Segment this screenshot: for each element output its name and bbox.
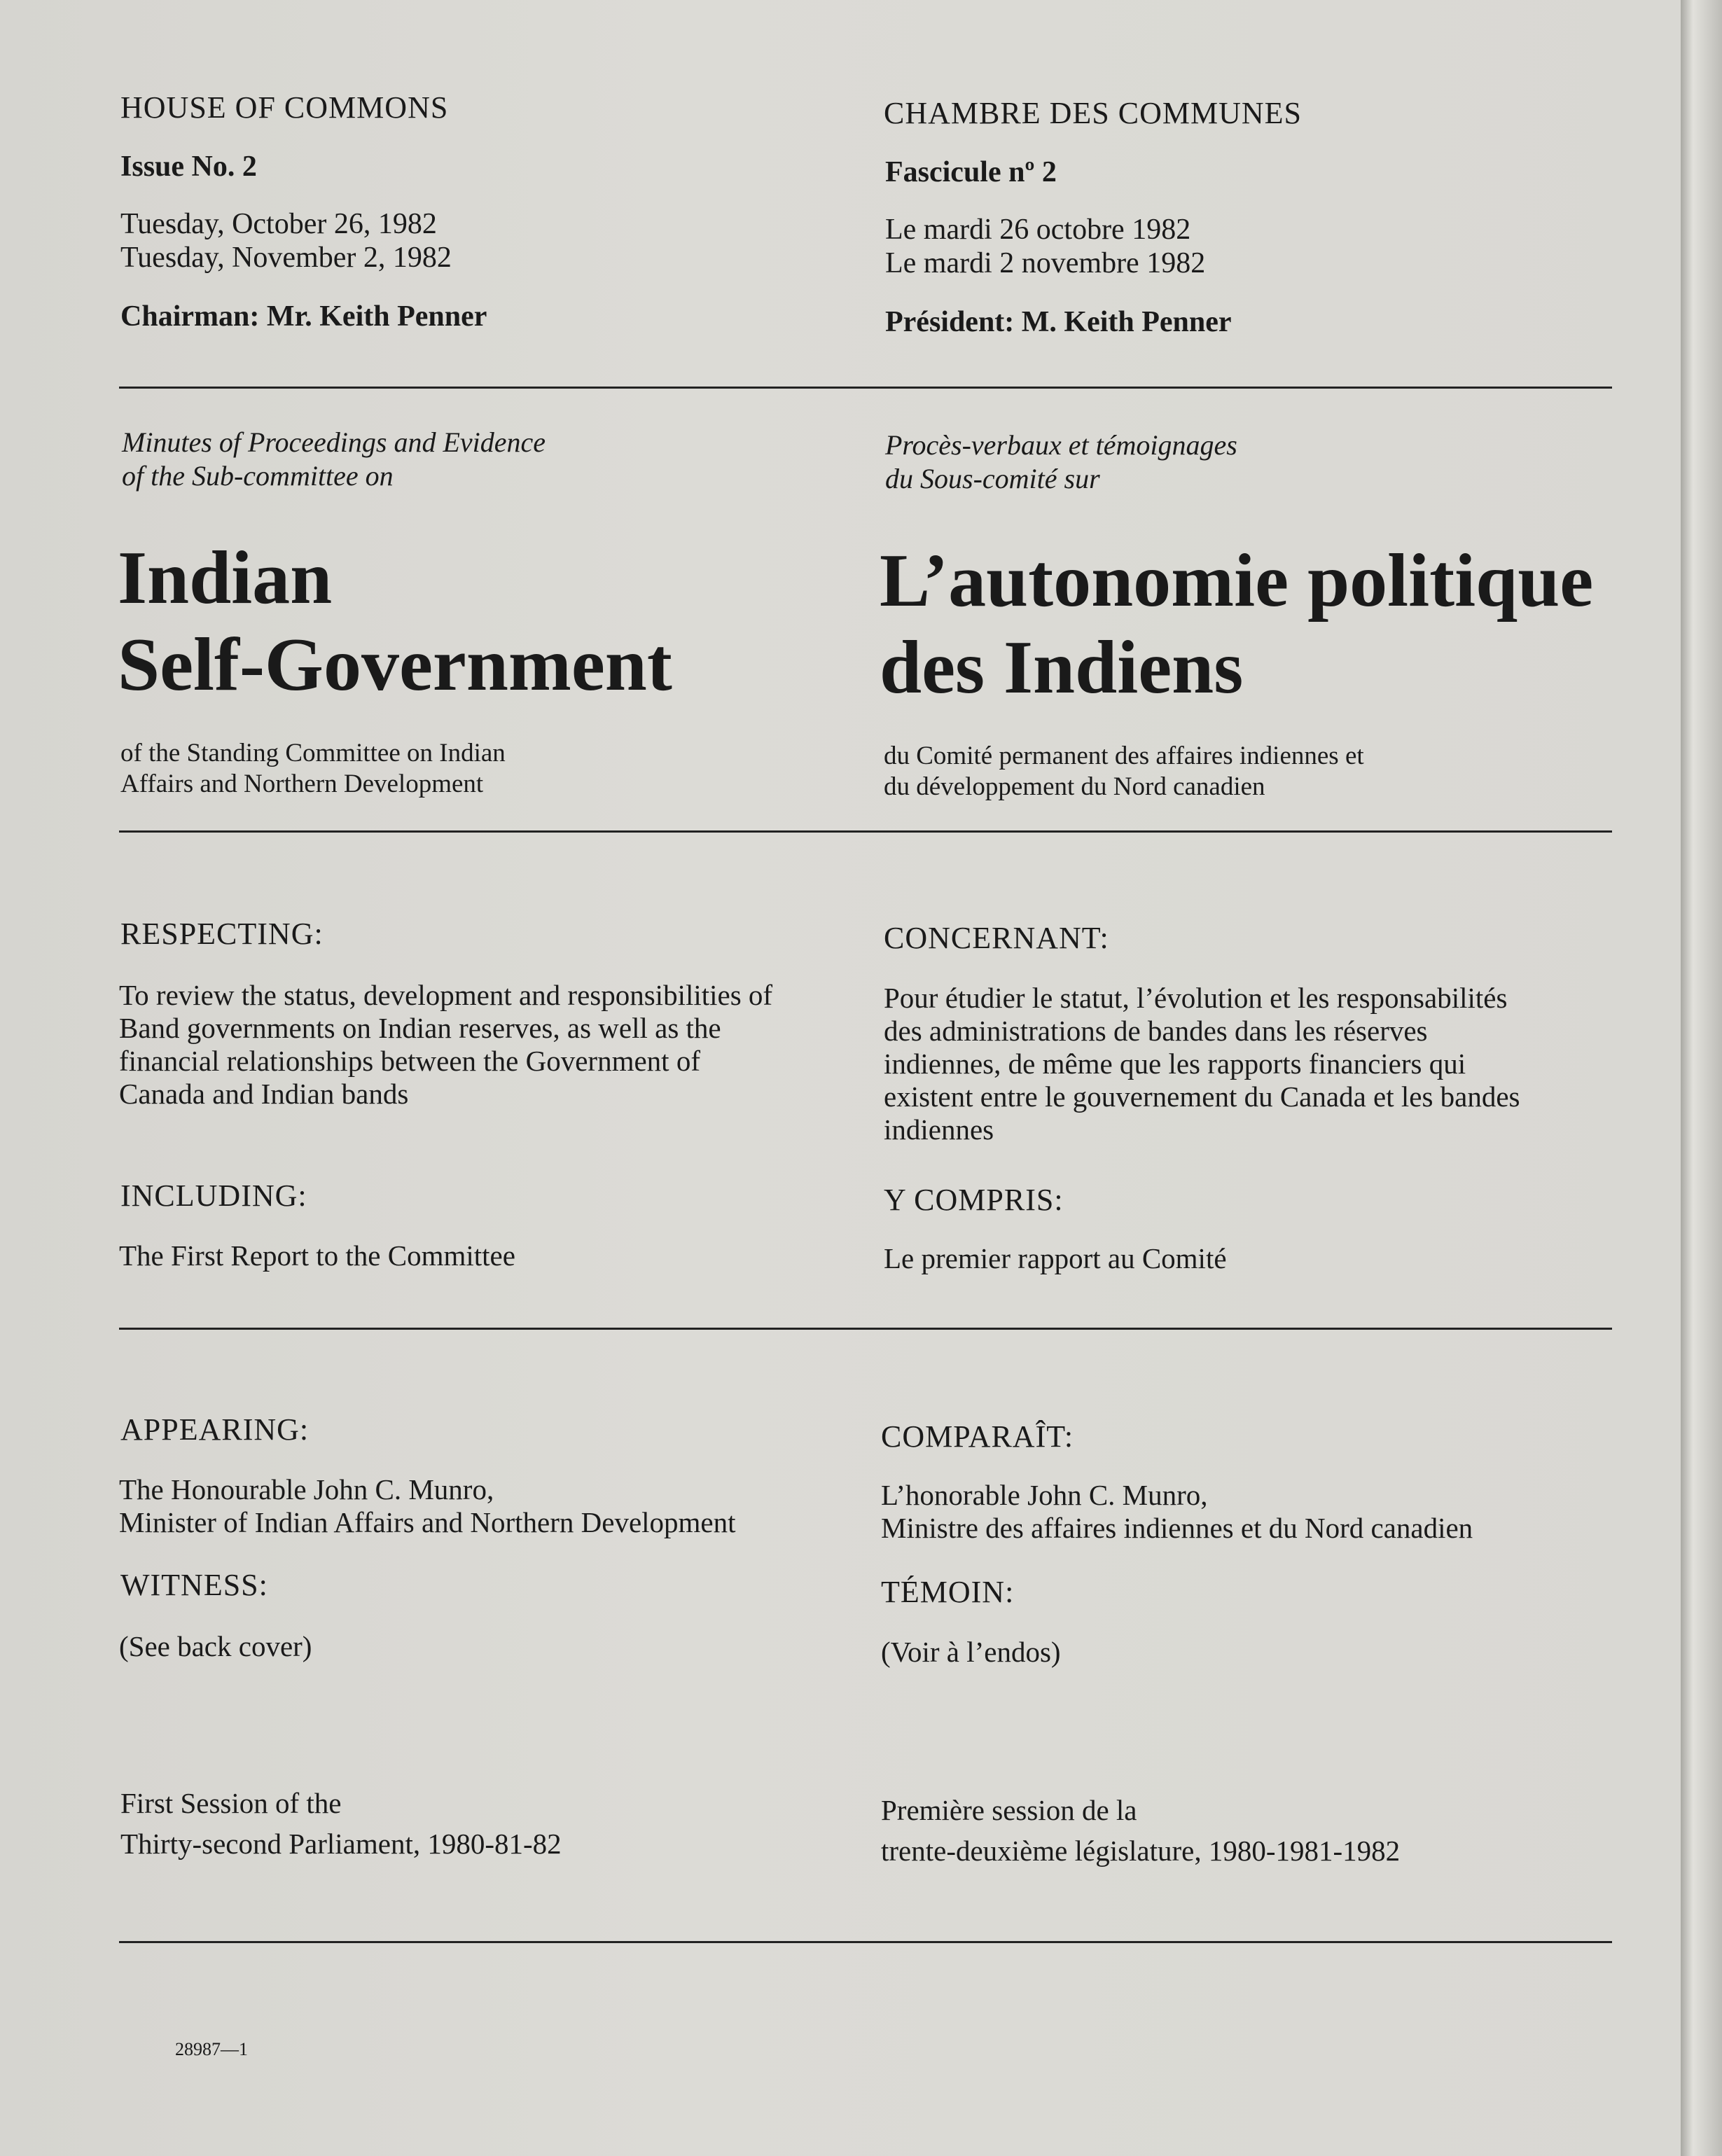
session-fr-line-1: Première session de la bbox=[881, 1794, 1137, 1826]
witness-heading: WITNESS: bbox=[120, 1568, 268, 1602]
chairman: Chairman: Mr. Keith Penner bbox=[120, 300, 487, 333]
title-line-2: Self-Government bbox=[118, 623, 672, 707]
concernant-line-3: indiennes, de même que les rapports financiers qui bbox=[884, 1048, 1466, 1080]
including-heading: INCLUDING: bbox=[120, 1178, 307, 1213]
respecting-line-1: To review the status, development and responsibilities of bbox=[119, 979, 773, 1011]
respecting-heading: RESPECTING: bbox=[120, 917, 324, 951]
rule-middle bbox=[119, 830, 1612, 833]
temoin-text: (Voir à l’endos) bbox=[881, 1636, 1061, 1668]
committee-line-2: Affairs and Northern Development bbox=[120, 770, 484, 798]
president: Président: M. Keith Penner bbox=[885, 306, 1232, 338]
session-line-1: First Session of the bbox=[120, 1787, 342, 1819]
concernant-line-5: indiennes bbox=[884, 1113, 994, 1146]
titre-ligne-2: des Indiens bbox=[880, 626, 1244, 709]
concernant-line-4: existent entre le gouvernement du Canada et les bandes bbox=[884, 1080, 1520, 1113]
meeting-date-2: Tuesday, November 2, 1982 bbox=[120, 242, 452, 274]
date-fr-2: Le mardi 2 novembre 1982 bbox=[885, 247, 1206, 279]
issue-number: Issue No. 2 bbox=[120, 151, 257, 183]
comite-line-1: du Comité permanent des affaires indiennes et bbox=[884, 742, 1364, 770]
respecting-line-3: financial relationships between the Government of bbox=[119, 1045, 700, 1077]
respecting-line-4: Canada and Indian bands bbox=[119, 1078, 409, 1110]
chambre-des-communes-heading: CHAMBRE DES COMMUNES bbox=[884, 96, 1302, 130]
minutes-line-2: of the Sub-committee on bbox=[122, 460, 394, 492]
page-edge bbox=[1681, 0, 1722, 2156]
respecting-line-2: Band governments on Indian reserves, as well as the bbox=[119, 1012, 721, 1044]
session-line-2: Thirty-second Parliament, 1980-81-82 bbox=[120, 1828, 562, 1860]
proces-verbaux-line-1: Procès-verbaux et témoignages bbox=[885, 429, 1237, 461]
comparait-line-2: Ministre des affaires indiennes et du Nord canadien bbox=[881, 1512, 1473, 1544]
committee-line-1: of the Standing Committee on Indian bbox=[120, 739, 506, 767]
print-code: 28987—1 bbox=[175, 2039, 248, 2059]
meeting-date-1: Tuesday, October 26, 1982 bbox=[120, 208, 437, 240]
y-compris-heading: Y COMPRIS: bbox=[884, 1183, 1064, 1217]
comparait-heading: COMPARAÎT: bbox=[881, 1419, 1074, 1454]
rule-bottom bbox=[119, 1941, 1612, 1943]
appearing-line-2: Minister of Indian Affairs and Northern Development bbox=[119, 1506, 736, 1538]
house-of-commons-heading: HOUSE OF COMMONS bbox=[120, 90, 449, 125]
including-text: The First Report to the Committee bbox=[119, 1239, 515, 1272]
comite-line-2: du développement du Nord canadien bbox=[884, 772, 1265, 801]
concernant-heading: CONCERNANT: bbox=[884, 921, 1109, 955]
rule-top bbox=[119, 387, 1612, 389]
rule-lower bbox=[119, 1328, 1612, 1330]
fascicule-number: Fascicule nº 2 bbox=[885, 156, 1057, 188]
title-line-1: Indian bbox=[118, 536, 333, 620]
session-fr-line-2: trente-deuxième législature, 1980-1981-1982 bbox=[881, 1835, 1401, 1867]
concernant-line-2: des administrations de bandes dans les réserves bbox=[884, 1015, 1428, 1047]
witness-text: (See back cover) bbox=[119, 1630, 312, 1662]
appearing-line-1: The Honourable John C. Munro, bbox=[119, 1473, 494, 1505]
proces-verbaux-line-2: du Sous-comité sur bbox=[885, 463, 1100, 494]
temoin-heading: TÉMOIN: bbox=[881, 1575, 1015, 1609]
date-fr-1: Le mardi 26 octobre 1982 bbox=[885, 214, 1191, 246]
concernant-line-1: Pour étudier le statut, l’évolution et les responsabilités bbox=[884, 982, 1508, 1014]
comparait-line-1: L’honorable John C. Munro, bbox=[881, 1479, 1208, 1511]
y-compris-text: Le premier rapport au Comité bbox=[884, 1242, 1227, 1274]
titre-ligne-1: L’autonomie politique bbox=[880, 539, 1594, 623]
appearing-heading: APPEARING: bbox=[120, 1412, 310, 1447]
minutes-line-1: Minutes of Proceedings and Evidence bbox=[122, 426, 546, 458]
